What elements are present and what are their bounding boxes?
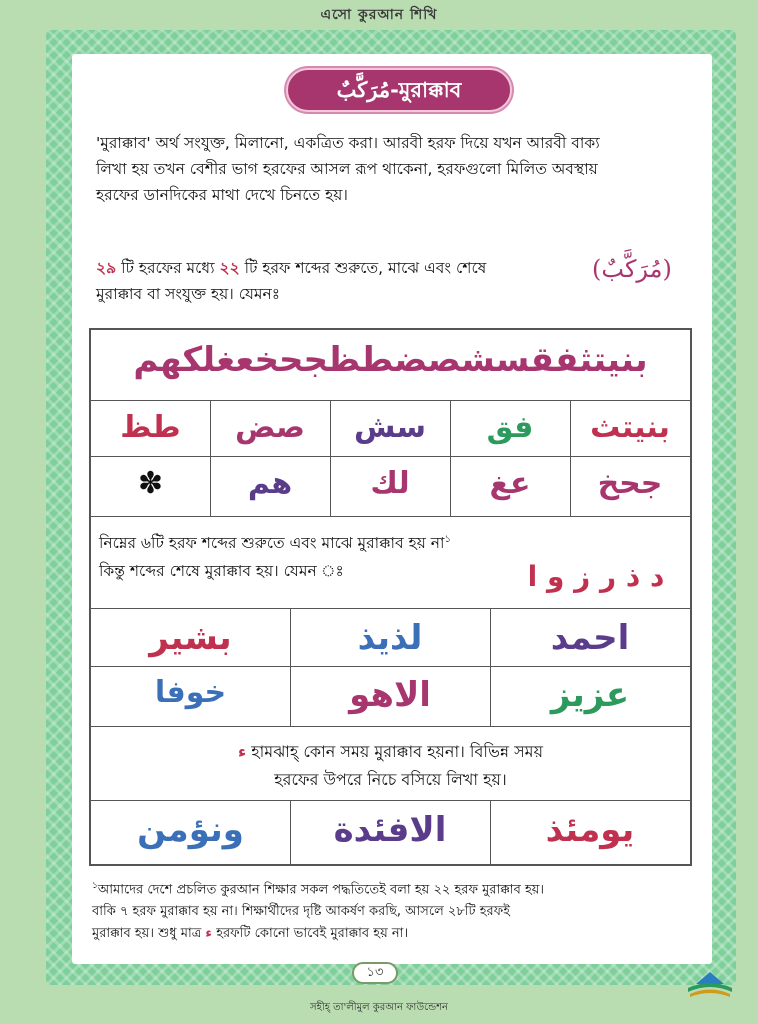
- row-divider: [91, 400, 690, 401]
- asterisk-icon: ✽: [137, 466, 164, 501]
- count-22: ২২: [219, 259, 240, 277]
- intro-line-1: 'মুরাক্কাব' অর্থ সংযুক্ত, মিলানো, একত্রিত করা। আরবী হরফ দিয়ে যখন আরবী বাক্য: [96, 134, 600, 152]
- row-divider: [91, 608, 690, 609]
- word-cell: الاهو: [349, 675, 431, 715]
- title-arabic: مُرَكَّبٌ: [336, 77, 391, 102]
- letters-table: [89, 328, 692, 866]
- footnote-line-3: [92, 923, 702, 945]
- count-note: [96, 255, 576, 307]
- letter-cell: صض: [235, 410, 305, 445]
- footnote: [92, 875, 702, 945]
- intro-line-3: হরফের ডানদিকের মাথা দেখে চিনতে হয়।: [96, 186, 348, 204]
- letter-cell: جحخ: [597, 466, 663, 501]
- footnote-text-3c: হরফটি কোনো ভাবেই মুরাক্কাব হয় না।: [212, 926, 409, 942]
- word-cell: ونؤمن: [137, 810, 244, 850]
- row-divider: [91, 456, 690, 457]
- book-header: এসো কুরআন শিখি: [320, 7, 438, 23]
- row-divider: [91, 800, 690, 801]
- letter-cell: لك: [370, 466, 410, 501]
- title-bengali: -মুরাক্কাব: [390, 78, 462, 102]
- hamza-note: [91, 738, 690, 794]
- six-letters-arabic: د ذ ر ز و ا: [527, 560, 665, 593]
- count-text-1: টি হরফের মধ্যে: [116, 259, 220, 277]
- hamza-symbol: ء: [237, 742, 247, 761]
- hamza-note-text-1: হামঝাহ্ কোন সময় মুরাক্কাব হয়না। বিভিন্ন সময়: [246, 742, 543, 761]
- hamza-symbol: ء: [205, 926, 213, 942]
- word-cell: لذيذ: [357, 618, 423, 658]
- word-cell: احمد: [550, 618, 630, 658]
- page-number: ১৩: [352, 962, 398, 984]
- hamza-note-line-1: [91, 738, 690, 766]
- letter-cell: سش: [354, 410, 426, 445]
- count-note-line-1: [96, 255, 576, 281]
- footnote-mark: ১: [92, 881, 98, 891]
- count-29: ২৯: [96, 259, 117, 277]
- word-cell: الافئدة: [333, 810, 447, 850]
- footnote-text-1: আমাদের দেশে প্রচলিত কুরআন শিক্ষার সকল পদ্ধতিতেই বলা হয় ২২ হরফ মুরাক্কাব হয়।: [97, 882, 545, 898]
- six-note-line-1: [99, 526, 689, 557]
- letter-cell: هم: [247, 466, 293, 501]
- row-divider: [91, 666, 690, 667]
- six-note-text-1: নিম্নের ৬টি হরফ শব্দের শুরুতে এবং মাঝে মুরাক্কাব হয় না: [99, 534, 445, 553]
- word-cell: يومئذ: [545, 810, 635, 850]
- row-divider: [91, 516, 690, 517]
- intro-line-2: লিখা হয় তখন বেশীর ভাগ হরফের আসল রূপ থাকেনা, হরফগুলো মিলিত অবস্থায়: [96, 160, 598, 178]
- count-text-2: টি হরফ শব্দের শুরুতে, মাঝে এবং শেষে: [239, 259, 487, 277]
- intro-paragraph: [96, 130, 696, 208]
- letter-cell: عغ: [489, 466, 531, 501]
- murakkab-arabic-label: (مُرَكَّبٌ): [592, 255, 672, 283]
- six-note-text-2: কিন্তু শব্দের শেষে মুরাক্কাব হয়। যেমন ঃ: [99, 562, 344, 581]
- footnote-line-1: [92, 875, 702, 901]
- footnote-text-3a: মুরাক্কাব হয়। শুধু মাত্র: [92, 926, 206, 942]
- publisher-name: সহীহ্ তা'লীমুল কুরআন ফাউন্ডেশন: [310, 1002, 448, 1013]
- lesson-title: [286, 68, 512, 112]
- letter-cell: بنيتث: [590, 410, 670, 445]
- letter-cell: فق: [486, 410, 534, 445]
- row-divider: [91, 726, 690, 727]
- word-cell: خوفا: [154, 675, 227, 710]
- letter-cell: طظ: [120, 410, 181, 445]
- footnote-mark: ১: [444, 534, 452, 545]
- word-cell: بشير: [149, 618, 232, 658]
- word-cell: عزيز: [550, 675, 630, 715]
- publisher-logo-icon: [684, 970, 736, 1000]
- hamza-note-line-2: হরফের উপরে নিচে বসিয়ে লিখা হয়।: [274, 770, 507, 789]
- combined-letters: بنيتثفقسشصضطظجحخعغلكهم: [133, 340, 648, 380]
- count-note-line-2: মুরাক্কাব বা সংযুক্ত হয়। যেমনঃ: [96, 285, 281, 303]
- footnote-line-2: বাকি ৭ হরফ মুরাক্কাব হয় না। শিক্ষার্থীদের দৃষ্টি আকর্ষণ করছি, আসলে ২৮টি হরফই: [92, 904, 510, 920]
